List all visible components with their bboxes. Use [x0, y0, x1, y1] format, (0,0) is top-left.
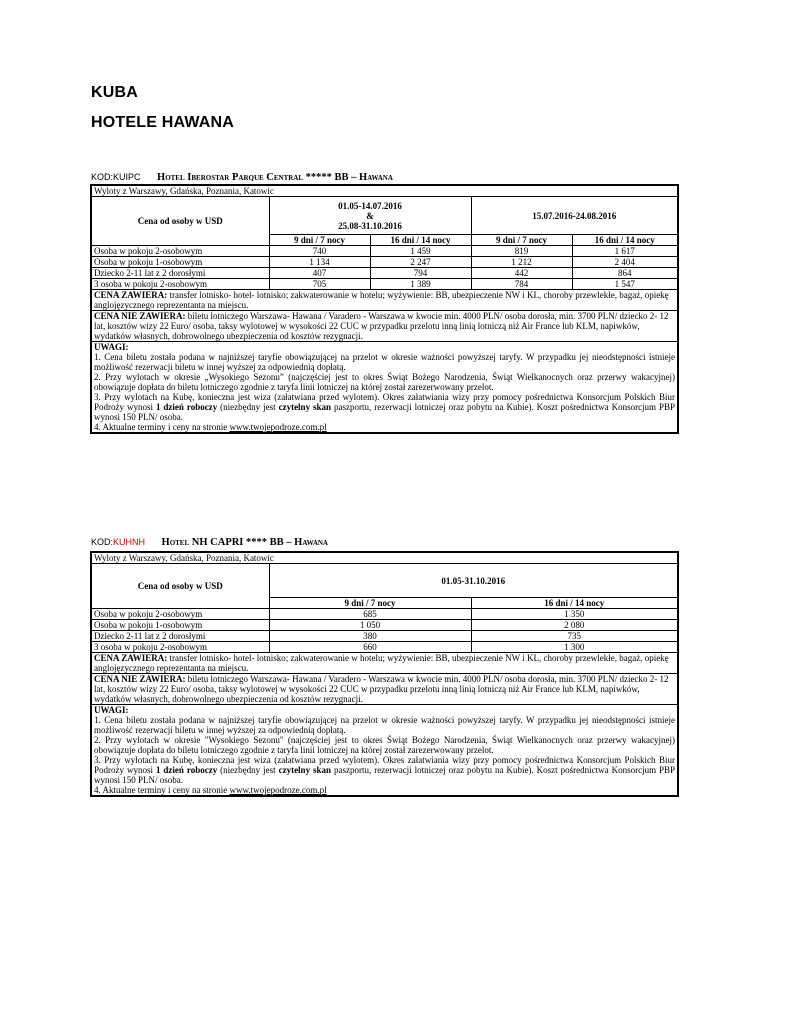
includes-cell — [91, 290, 678, 311]
note-3-text: paszportu, rezerwacji lotniczej oraz pobytu na Kubie). Koszt pośrednictwa Konsorcjum PBP wynosi 150 PLN/ osoba. — [94, 765, 676, 785]
duration-header: 16 dni / 14 nocy — [370, 235, 471, 246]
price-cell: 1 389 — [370, 279, 471, 290]
price-cell: 1 350 — [471, 609, 678, 620]
duration-header: 16 dni / 14 nocy — [572, 235, 678, 246]
excludes-label: CENA NIE ZAWIERA: — [94, 311, 186, 321]
note-1: 1. Cena biletu została podana w najniższej taryfie obowiązującej na przelot w okresie ważności powyższej taryfy. W przypadku jej nieodstępności istnieje możliwość rezerwacji biletu w innej wyższej za odpowiednią dopłatą. — [94, 352, 675, 372]
website-link[interactable]: www.twojepodroze.com.pl — [229, 422, 327, 432]
row-label: Osoba w pokoju 2-osobowym — [91, 246, 269, 257]
offer-code-line-kuipc — [91, 172, 393, 183]
excludes-text: biletu lotniczego Warszawa- Hawana / Varadero - Warszawa w kwocie min. 4000 PLN/ osoba dorosła, min. 3700 PLN/ dziecko 2- 12 lat, kosztów wizy 22 Euro/ osoba, taksy wylotowej w wysokości 22 CUC w przypadku przelotu inną linią lotniczą niż Air France lub KLM, napiwków, wydatków własnych, dobrowolnego ubezpieczenia od kosztów rezygnacji. — [94, 311, 669, 341]
duration-header: 16 dni / 14 nocy — [471, 598, 678, 609]
row-label: Osoba w pokoju 1-osobowym — [91, 257, 269, 268]
row-label: Osoba w pokoju 2-osobowym — [91, 609, 269, 620]
hotel-title: Hotel NH CAPRI **** BB – Hawana — [161, 537, 328, 548]
row-label: Osoba w pokoju 1-osobowym — [91, 620, 269, 631]
price-cell: 1 547 — [572, 279, 678, 290]
price-cell: 784 — [471, 279, 572, 290]
note-3 — [94, 392, 675, 422]
kod-value: KUIPC — [113, 172, 141, 182]
price-cell: 1 212 — [471, 257, 572, 268]
excludes-cell — [91, 311, 678, 342]
price-cell: 442 — [471, 268, 572, 279]
price-cell: 794 — [370, 268, 471, 279]
price-cell: 1 300 — [471, 642, 678, 653]
price-label-cell: Cena od osoby w USD — [91, 564, 269, 609]
table-row — [91, 246, 678, 257]
table-row — [91, 257, 678, 268]
hotel-title: Hotel Iberostar Parque Central ***** BB – Hawana — [157, 172, 393, 183]
price-cell: 1 134 — [269, 257, 370, 268]
note-2: 2. Przy wylotach w okresie „Wysokiego Sezonu” (najczęściej jest to okres Świąt Bożego Narodzenia, Świąt Wielkanocnych oraz przerwy wakacyjnej) obowiązuje dopłata do biletu lotniczego zgodnie z taryfa linii lotniczej na której został zarezerwowany przelot. — [94, 372, 675, 392]
period-1-cell: 01.05-31.10.2016 — [269, 564, 678, 598]
row-label: Dziecko 2-11 lat z 2 dorosłymi — [91, 268, 269, 279]
table-row — [91, 620, 678, 631]
note-3-bold: czytelny skan — [278, 765, 332, 775]
note-3-bold: czytelny skan — [278, 402, 332, 412]
notes-label: UWAGI: — [94, 342, 129, 352]
page-heading-subtitle: HOTELE HAWANA — [91, 114, 235, 131]
note-2: 2. Przy wylotach w okresie "Wysokiego Sezonu" (najczęściej jest to okres Świąt Bożego Narodzenia, Świąt Wielkanocnych oraz przerwy wakacyjnej) obowiązuje dopłata do biletu lotniczego zgodnie z taryfa linii lotniczej na której został zarezerwowany przelot. — [94, 735, 676, 755]
table-row — [91, 268, 678, 279]
note-3-bold: 1 dzień roboczy — [155, 402, 218, 412]
note-4 — [94, 422, 675, 432]
excludes-label: CENA NIE ZAWIERA: — [94, 674, 186, 684]
price-cell: 864 — [572, 268, 678, 279]
duration-header: 9 dni / 7 nocy — [269, 235, 370, 246]
offer-table-kuipc — [90, 184, 679, 434]
row-label: Dziecko 2-11 lat z 2 dorosłymi — [91, 631, 269, 642]
note-3-text: (niezbędny jest — [217, 765, 279, 775]
price-cell: 380 — [269, 631, 471, 642]
duration-header: 9 dni / 7 nocy — [471, 235, 572, 246]
kod-value: KUHNH — [113, 537, 146, 547]
note-4-text: 4. Aktualne terminy i ceny na stronie — [94, 422, 230, 432]
price-cell: 705 — [269, 279, 370, 290]
table-row — [91, 609, 678, 620]
includes-label: CENA ZAWIERA: — [94, 653, 168, 663]
includes-text: transfer lotnisko- hotel- lotnisko; zakwaterowanie w hotelu; wyżywienie: BB, ubezpieczenie NW i KL, choroby przewlekłe, bagaż, opiekę anglojęzycznego reprezentanta na miejscu. — [94, 653, 669, 673]
excludes-text: biletu lotniczego Warszawa- Hawana / Varadero - Warszawa w kwocie min. 4000 PLN/ osoba dorosła, min. 3700 PLN/ dziecko 2- 12 lat, kosztów wizy 22 Euro/ osoba, taksy wylotowej w wysokości 22 CUC w przypadku przelotu inną linią lotniczą niż Air France lub KLM, napiwków, wydatków własnych, dobrowolnego ubezpieczenia od kosztów rezygnacji. — [94, 674, 669, 704]
includes-label: CENA ZAWIERA: — [94, 290, 168, 300]
website-link[interactable]: www.twojepodroze.com.pl — [229, 785, 327, 795]
period-1b: 25.08-31.10.2016 — [338, 220, 402, 231]
price-cell: 2 404 — [572, 257, 678, 268]
table-row — [91, 631, 678, 642]
offer-code-line-kuhnh — [91, 537, 328, 548]
row-label: 3 osoba w pokoju 2-osobowym — [91, 279, 269, 290]
period-1a: 01.05-14.07.2016 — [338, 200, 402, 211]
offer-table-kuhnh — [90, 551, 679, 797]
note-3-text: (niezbędny jest — [217, 402, 279, 412]
price-cell: 660 — [269, 642, 471, 653]
table-row — [91, 642, 678, 653]
page-heading-country: KUBA — [91, 84, 139, 101]
price-cell: 735 — [471, 631, 678, 642]
price-cell: 1 050 — [269, 620, 471, 631]
notes-label: UWAGI: — [94, 705, 129, 715]
notes-cell — [91, 705, 678, 797]
row-label: 3 osoba w pokoju 2-osobowym — [91, 642, 269, 653]
period-2-cell: 15.07.2016-24.08.2016 — [471, 197, 678, 235]
includes-text: transfer lotnisko- hotel- lotnisko; zakwaterowanie w hotelu; wyżywienie: BB, ubezpieczenie NW i KL, choroby przewlekłe, bagaż, opiekę anglojęzycznego reprezentanta na miejscu. — [94, 290, 669, 310]
price-cell: 685 — [269, 609, 471, 620]
includes-cell — [91, 653, 678, 674]
note-4 — [94, 785, 675, 795]
period-1-amp: & — [366, 210, 374, 221]
price-cell: 819 — [471, 246, 572, 257]
price-cell: 740 — [269, 246, 370, 257]
period-1-cell — [269, 197, 471, 235]
departures-cell: Wyloty z Warszawy, Gdańska, Poznania, Katowic — [91, 185, 678, 197]
duration-header: 9 dni / 7 nocy — [269, 598, 471, 609]
excludes-cell — [91, 674, 678, 705]
price-label-cell: Cena od osoby w USD — [91, 197, 269, 246]
departures-cell: Wyloty z Warszawy, Gdańska, Poznania, Katowic — [91, 552, 678, 564]
notes-cell — [91, 342, 678, 434]
price-cell: 1 459 — [370, 246, 471, 257]
table-row — [91, 279, 678, 290]
price-cell: 2 080 — [471, 620, 678, 631]
note-3-text: 3. Przy wylotach na Kubę, konieczna jest wiza (załatwiana przed wylotem). Okres załatwiania wizy przy pomocy pośrednictwa Konsorcjum Polskich Biur Podroży wynosi — [94, 755, 676, 775]
note-3-text: 3. Przy wylotach na Kubę, konieczna jest wiza (załatwiana przed wylotem). Okres załatwiania wizy przy pomocy pośrednictwa Konsorcjum Polskich Biur Podroży wynosi — [94, 392, 675, 412]
note-1: 1. Cena biletu została podana w najniższej taryfie obowiązującej na przelot w okresie ważności powyższej taryfy. W przypadku jej nieodstępności istnieje możliwość rezerwacji biletu w innej wyższej za odpowiednią dopłatą. — [94, 715, 676, 735]
price-cell: 2 247 — [370, 257, 471, 268]
price-cell: 407 — [269, 268, 370, 279]
kod-prefix: KOD: — [91, 172, 114, 182]
note-4-text: 4. Aktualne terminy i ceny na stronie — [94, 785, 230, 795]
note-3-text: paszportu, rezerwacji lotniczej oraz pobytu na Kubie). Koszt pośrednictwa Konsorcjum PBP wynosi 150 PLN/ osoba. — [94, 402, 676, 422]
price-cell: 1 617 — [572, 246, 678, 257]
kod-prefix: KOD: — [91, 537, 114, 547]
note-3-bold: 1 dzień roboczy — [155, 765, 218, 775]
note-3 — [94, 755, 675, 785]
